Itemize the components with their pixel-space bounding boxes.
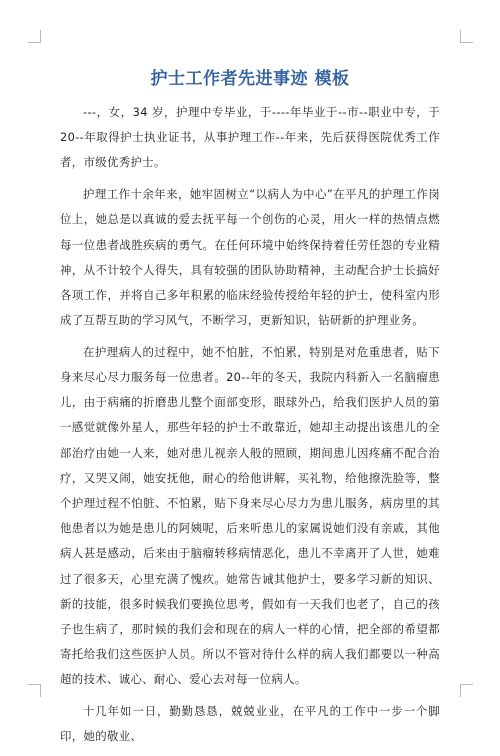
document-title: 护士工作者先进事迹 模板 [150,69,350,89]
page-corner-mark-bottom-left [28,684,41,697]
paragraph-4: 十几年如一日，勤勤恳恳，兢兢业业，在平凡的工作中一步一个脚印，她的敬业、 [60,704,440,744]
paragraph-3: 在护理病人的过程中，她不怕脏，不怕累，特别是对危重患者，贴下身来尽心尽力服务每一位患者。20--年的冬天，我院内科新入一名脑瘤患儿，由于病痛的折磨患儿整个面部变形，眼球外凸，给我们医护人员的第一感觉就像外星人，那些年轻的护士不敢靠近，她却主动提出该患儿的全部治疗由她一人来，她对患儿视亲人般的照顾，期间患儿因疼痛不配合治疗，又哭又闹，她安抚他，耐心的给他讲解，买礼物，给他擦洗脸等，整个护理过程不怕脏、不怕累，贴下身来尽心尽力为患儿服务，病房里的其他患者以为她是患儿的阿姨呢，后来听患儿的家属说她们没有亲戚，其他病人甚是感动，后来由于脑瘤转移病情恶化，患儿不幸离开了人世，她难过了很多天，心里充满了愧疚。她常告诫其他护士，要多学习新的知识、新的技能，很多时候我们要换位思考，假如有一天我们也老了，自己的孩子也生病了，那时候的我们会和现在的病人一样的心情，把全部的希望都寄托给我们这些医护人员。所以不管对待什么样的病人我们都要以一种高超的技术、诚心、耐心、爱心去对每一位病人。 [60,344,440,687]
document-body [60,100,440,756]
page-corner-mark-top-left [28,30,41,43]
page-corner-mark-top-right [460,30,473,43]
paragraph-2: 护理工作十余年来，她牢固树立“以病人为中心”在平凡的护理工作岗位上，她总是以真诚的爱去抚平每一个创伤的心灵，用火一样的热情点燃每一位患者战胜疾病的勇气。在任何环境中始终保持着任劳任怨的专业精神，从不计较个人得失，具有较强的团队协助精神，主动配合护士长搞好各项工作，并将自己多年积累的临床经验传授给年轻的护士，使科室内形成了互帮互助的学习风气，不断学习，更新知识，钻研新的护理业务。 [60,187,440,328]
paragraph-1: ---，女，34 岁，护理中专毕业，于----年毕业于--市--职业中专，于 20--年取得护士执业证书，从事护理工作--年来，先后获得医院优秀工作者，市级优秀护士。 [60,105,440,170]
page-corner-mark-bottom-right [460,684,473,697]
